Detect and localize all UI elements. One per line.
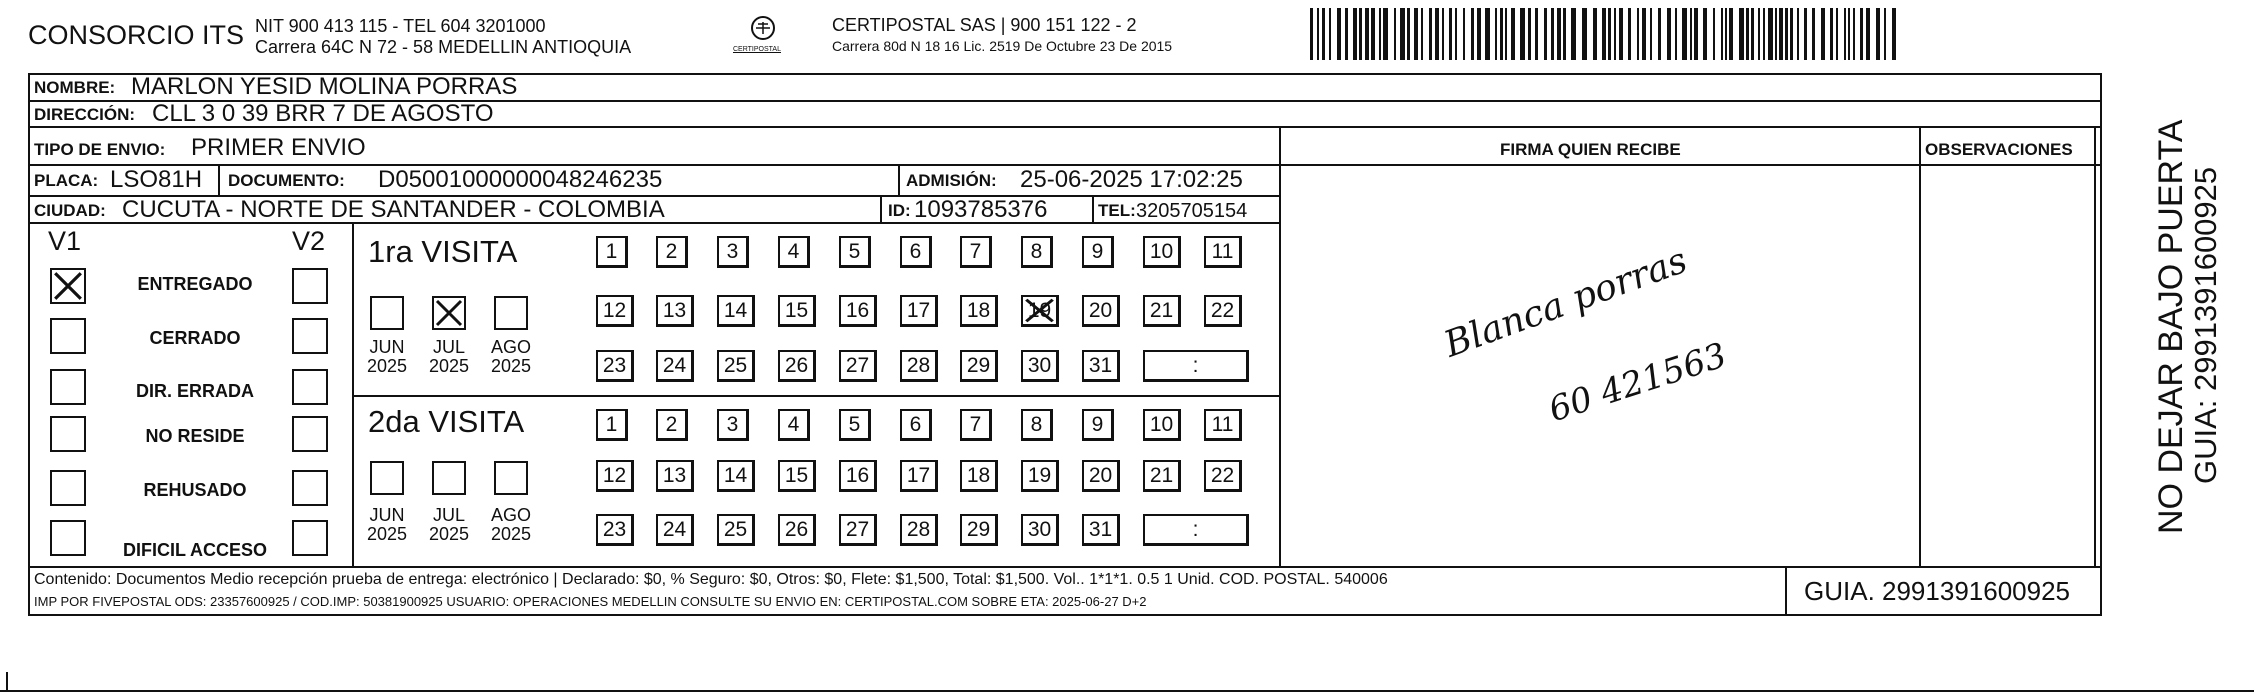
barcode-bar bbox=[1414, 8, 1418, 60]
barcode-bar bbox=[1739, 8, 1744, 60]
barcode-bar bbox=[1848, 8, 1850, 60]
status-label: NO RESIDE bbox=[145, 426, 245, 446]
time-box[interactable]: : bbox=[1143, 514, 1249, 546]
barcode-bar bbox=[1876, 8, 1880, 60]
tel-label: TEL: bbox=[1098, 201, 1136, 220]
barcode-bar bbox=[1642, 8, 1646, 60]
barcode-bar bbox=[1602, 8, 1606, 60]
barcode-bar bbox=[1797, 8, 1799, 60]
handwritten-signature bbox=[1420, 240, 1820, 470]
v2-header: V2 bbox=[292, 226, 326, 256]
day-box[interactable]: 22 bbox=[1204, 460, 1242, 492]
signature-id: 60 421563 bbox=[1544, 335, 1732, 431]
shipment-type: PRIMER ENVIO bbox=[191, 134, 366, 161]
v1-header: V1 bbox=[48, 226, 82, 256]
barcode-bar bbox=[1337, 8, 1341, 60]
day-box[interactable]: 10 bbox=[1143, 236, 1181, 268]
city-label: CIUDAD: bbox=[34, 201, 106, 220]
day-box[interactable]: 6 bbox=[900, 409, 932, 441]
barcode-bar bbox=[1520, 8, 1525, 60]
city-value: CUCUTA - NORTE DE SANTANDER - COLOMBIA bbox=[122, 196, 665, 223]
barcode-bar bbox=[1535, 8, 1538, 60]
barcode-bar bbox=[1853, 8, 1855, 60]
barcode-bar bbox=[1844, 8, 1846, 60]
day-box[interactable]: 5 bbox=[839, 236, 871, 268]
shipment-type-label: TIPO DE ENVIO: bbox=[34, 140, 166, 159]
barcode-bar bbox=[1667, 8, 1671, 60]
company-nit: NIT 900 413 115 - TEL 604 3201000 bbox=[255, 16, 546, 36]
day-box[interactable]: 30 bbox=[1021, 350, 1059, 382]
barcode-bar bbox=[1703, 8, 1707, 60]
barcode-bar bbox=[1394, 8, 1396, 60]
barcode-bar bbox=[1830, 8, 1833, 60]
day-box[interactable]: 18 bbox=[960, 460, 998, 492]
barcode-bar bbox=[1571, 8, 1576, 60]
day-box[interactable]: 19 bbox=[1021, 295, 1059, 327]
barcode-bar bbox=[1619, 8, 1623, 60]
day-box[interactable]: 16 bbox=[839, 295, 877, 327]
barcode-bar bbox=[1495, 8, 1497, 60]
day-box[interactable]: 15 bbox=[778, 460, 816, 492]
day-box[interactable]: 28 bbox=[900, 350, 938, 382]
barcode-bar bbox=[1551, 8, 1554, 60]
day-box[interactable]: 4 bbox=[778, 236, 810, 268]
first-visit-title: 1ra VISITA bbox=[368, 234, 518, 269]
day-box[interactable]: 26 bbox=[778, 350, 816, 382]
barcode-bar bbox=[1866, 8, 1870, 60]
barcode-bar bbox=[1477, 8, 1481, 60]
day-box[interactable]: 9 bbox=[1082, 236, 1114, 268]
cut-line bbox=[0, 690, 2254, 692]
day-box[interactable]: 18 bbox=[960, 295, 998, 327]
barcode-bar bbox=[1860, 8, 1863, 60]
barcode-bar bbox=[1442, 8, 1444, 60]
admission-label: ADMISIÓN: bbox=[906, 171, 997, 190]
id-label: ID: bbox=[888, 201, 911, 220]
barcode-bar bbox=[1650, 8, 1652, 60]
barcode-bar bbox=[1790, 8, 1793, 60]
barcode-bar bbox=[1758, 8, 1760, 60]
plate-value: LSO81H bbox=[110, 166, 203, 193]
month-label: JUL 2025 bbox=[428, 505, 470, 544]
month-label: JUL 2025 bbox=[428, 337, 470, 376]
barcode-bar bbox=[1729, 8, 1733, 60]
v1-checkbox[interactable] bbox=[50, 268, 86, 304]
barcode-bar bbox=[1637, 8, 1639, 60]
day-box[interactable]: 24 bbox=[656, 514, 694, 546]
barcode-bar bbox=[1884, 8, 1886, 60]
barcode-bar bbox=[1785, 8, 1788, 60]
barcode-bar bbox=[1779, 8, 1783, 60]
barcode-bar bbox=[1359, 8, 1362, 60]
month-checkbox[interactable] bbox=[432, 296, 466, 330]
v1-checkbox[interactable] bbox=[50, 369, 86, 405]
v2-checkbox[interactable] bbox=[292, 268, 328, 304]
barcode-bar bbox=[1775, 8, 1777, 60]
v2-checkbox[interactable] bbox=[292, 318, 328, 354]
barcode-bar bbox=[1836, 8, 1838, 60]
print-line: IMP POR FIVEPOSTAL ODS: 23357600925 / COD.IMP: 50381900925 USUARIO: OPERACIONES MEDELLIN CONSULTE SU ENVIO EN: CERTIPOSTAL.COM SOBRE ETA: 2025-06-27 D+2 bbox=[34, 594, 1147, 609]
barcode-bar bbox=[1675, 8, 1677, 60]
day-box[interactable]: 15 bbox=[778, 295, 816, 327]
name-label: NOMBRE: bbox=[34, 78, 116, 97]
day-box[interactable]: 17 bbox=[900, 295, 938, 327]
day-box[interactable]: 22 bbox=[1204, 295, 1242, 327]
barcode-bar bbox=[1400, 8, 1405, 60]
barcode-bar bbox=[1345, 8, 1348, 60]
document-value: D05001000000048246235 bbox=[378, 166, 663, 193]
barcode-bar bbox=[1471, 8, 1474, 60]
barcode-bar bbox=[1892, 8, 1896, 60]
barcode-bar bbox=[1505, 8, 1507, 60]
footer-guide: GUIA. 2991391600925 bbox=[1804, 576, 2070, 606]
day-box[interactable]: 28 bbox=[900, 514, 938, 546]
day-box[interactable]: 1 bbox=[596, 236, 628, 268]
day-box[interactable]: 24 bbox=[656, 350, 694, 382]
barcode-bar bbox=[1383, 8, 1388, 60]
v2-checkbox[interactable] bbox=[292, 470, 328, 506]
day-box[interactable]: 29 bbox=[960, 350, 998, 382]
day-box[interactable]: 6 bbox=[900, 236, 932, 268]
side-guide: GUIA: 2991391600925 bbox=[2188, 166, 2223, 484]
status-label: REHUSADO bbox=[143, 480, 247, 500]
signature-name: Blanca porras bbox=[1438, 240, 1693, 366]
barcode-bar bbox=[1455, 8, 1457, 60]
barcode-bar bbox=[1511, 8, 1515, 60]
status-label: CERRADO bbox=[149, 328, 241, 348]
barcode-bar bbox=[1804, 8, 1807, 60]
barcode-bar bbox=[1593, 8, 1597, 60]
barcode-bar bbox=[1544, 8, 1547, 60]
month-checkbox[interactable] bbox=[370, 296, 404, 330]
day-box[interactable]: 8 bbox=[1021, 236, 1053, 268]
barcode-bar bbox=[1751, 8, 1754, 60]
day-box[interactable]: 21 bbox=[1143, 295, 1181, 327]
signature-header: FIRMA QUIEN RECIBE bbox=[1500, 140, 1681, 159]
day-box[interactable]: 11 bbox=[1204, 236, 1242, 268]
status-label: DIFICIL ACCESO bbox=[122, 540, 267, 560]
barcode-bar bbox=[1365, 8, 1369, 60]
day-box[interactable]: 5 bbox=[839, 409, 871, 441]
barcode-bar bbox=[1563, 8, 1566, 60]
barcode-bar bbox=[1614, 8, 1616, 60]
day-box[interactable]: 31 bbox=[1082, 350, 1120, 382]
barcode-bar bbox=[1608, 8, 1611, 60]
admission-value: 25-06-2025 17:02:25 bbox=[1020, 166, 1243, 193]
day-box[interactable]: 21 bbox=[1143, 460, 1181, 492]
day-box[interactable]: 23 bbox=[596, 514, 634, 546]
month-checkbox[interactable] bbox=[494, 461, 528, 495]
barcode-bar bbox=[1557, 8, 1561, 60]
barcode-bar bbox=[1582, 8, 1587, 60]
day-box[interactable]: 2 bbox=[656, 236, 688, 268]
address-label: DIRECCIÓN: bbox=[34, 105, 136, 124]
logo-wordmark: CERTIPOSTAL bbox=[733, 46, 781, 53]
month-label: JUN 2025 bbox=[366, 337, 408, 376]
day-box[interactable]: 7 bbox=[960, 236, 992, 268]
day-box[interactable]: 17 bbox=[900, 460, 938, 492]
day-box[interactable]: 12 bbox=[596, 460, 634, 492]
barcode-bar bbox=[1371, 8, 1375, 60]
barcode-bar bbox=[1500, 8, 1503, 60]
barcode-bar bbox=[1721, 8, 1723, 60]
v1-checkbox[interactable] bbox=[50, 470, 86, 506]
certipostal-logo bbox=[728, 14, 798, 60]
day-box[interactable]: 27 bbox=[839, 350, 877, 382]
month-checkbox[interactable] bbox=[494, 296, 528, 330]
day-box[interactable]: 13 bbox=[656, 460, 694, 492]
document-label: DOCUMENTO: bbox=[228, 171, 345, 190]
day-box[interactable]: 1 bbox=[596, 409, 628, 441]
day-box[interactable]: 4 bbox=[778, 409, 810, 441]
v2-checkbox[interactable] bbox=[292, 416, 328, 452]
barcode-bar bbox=[1310, 8, 1313, 60]
carrier-name: CERTIPOSTAL SAS | 900 151 122 - 2 bbox=[832, 15, 1137, 35]
day-box[interactable]: 3 bbox=[717, 409, 749, 441]
barcode-bar bbox=[1329, 8, 1331, 60]
v1-checkbox[interactable] bbox=[50, 416, 86, 452]
barcode-bar bbox=[1421, 8, 1423, 60]
day-box[interactable]: 26 bbox=[778, 514, 816, 546]
barcode-bar bbox=[1322, 8, 1325, 60]
month-label: AGO 2025 bbox=[490, 505, 532, 544]
barcode-bar bbox=[1429, 8, 1432, 60]
barcode-bar bbox=[1317, 8, 1319, 60]
barcode-bar bbox=[1694, 8, 1698, 60]
barcode-bar bbox=[1725, 8, 1727, 60]
day-box[interactable]: 3 bbox=[717, 236, 749, 268]
tel-value: 3205705154 bbox=[1136, 200, 1248, 222]
day-box[interactable]: 16 bbox=[839, 460, 877, 492]
barcode bbox=[1310, 8, 1906, 60]
barcode-bar bbox=[1690, 8, 1692, 60]
barcode-bar bbox=[1407, 8, 1410, 60]
month-label: AGO 2025 bbox=[490, 337, 532, 376]
day-box[interactable]: 20 bbox=[1082, 460, 1120, 492]
plate-label: PLACA: bbox=[34, 171, 99, 190]
day-box[interactable]: 2 bbox=[656, 409, 688, 441]
v1-checkbox[interactable] bbox=[50, 318, 86, 354]
barcode-bar bbox=[1528, 8, 1531, 60]
day-box[interactable]: 20 bbox=[1082, 295, 1120, 327]
barcode-bar bbox=[1353, 8, 1357, 60]
day-box[interactable]: 30 bbox=[1021, 514, 1059, 546]
barcode-bar bbox=[1768, 8, 1773, 60]
day-box[interactable]: 8 bbox=[1021, 409, 1053, 441]
day-box[interactable]: 14 bbox=[717, 295, 755, 327]
day-box[interactable]: 23 bbox=[596, 350, 634, 382]
content-line: Contenido: Documentos Medio recepción prueba de entrega: electrónico | Declarado: $0, % Seguro: $0, Otros: $0, Flete: $1,500, Total: $1,500. Vol.. 1*1*1. 0.5 1 Unid. COD. POSTAL. 540006 bbox=[34, 571, 1388, 588]
status-label: ENTREGADO bbox=[137, 274, 253, 294]
company-name: CONSORCIO ITS bbox=[28, 20, 245, 50]
barcode-bar bbox=[1485, 8, 1490, 60]
month-checkbox[interactable] bbox=[370, 461, 404, 495]
day-box[interactable]: 25 bbox=[717, 514, 755, 546]
day-box[interactable]: 31 bbox=[1082, 514, 1120, 546]
month-label: JUN 2025 bbox=[366, 505, 408, 544]
company-address: Carrera 64C N 72 - 58 MEDELLIN ANTIOQUIA bbox=[255, 37, 632, 57]
v2-checkbox[interactable] bbox=[292, 369, 328, 405]
recipient-address: CLL 3 0 39 BRR 7 DE AGOSTO bbox=[152, 100, 494, 127]
barcode-bar bbox=[1682, 8, 1687, 60]
v1-checkbox[interactable] bbox=[50, 520, 86, 556]
v2-checkbox[interactable] bbox=[292, 520, 328, 556]
barcode-bar bbox=[1821, 8, 1825, 60]
status-label: DIR. ERRADA bbox=[135, 381, 254, 401]
day-box[interactable]: 29 bbox=[960, 514, 998, 546]
day-box[interactable]: 11 bbox=[1204, 409, 1242, 441]
barcode-bar bbox=[1658, 8, 1661, 60]
time-box[interactable]: : bbox=[1143, 350, 1249, 382]
second-visit-title: 2da VISITA bbox=[368, 404, 525, 439]
observations-header: OBSERVACIONES bbox=[1925, 140, 2073, 159]
barcode-bar bbox=[1463, 8, 1465, 60]
id-value: 1093785376 bbox=[914, 196, 1048, 223]
barcode-bar bbox=[1449, 8, 1452, 60]
barcode-bar bbox=[1713, 8, 1715, 60]
day-box[interactable]: 19 bbox=[1021, 460, 1059, 492]
barcode-bar bbox=[1628, 8, 1631, 60]
barcode-bar bbox=[1746, 8, 1749, 60]
carrier-license: Carrera 80d N 18 16 Lic. 2519 De Octubre 23 De 2015 bbox=[832, 38, 1173, 54]
barcode-bar bbox=[1763, 8, 1765, 60]
side-instruction: NO DEJAR BAJO PUERTA bbox=[2152, 119, 2190, 534]
day-box[interactable]: 27 bbox=[839, 514, 877, 546]
day-box[interactable]: 25 bbox=[717, 350, 755, 382]
barcode-bar bbox=[1812, 8, 1815, 60]
day-box[interactable]: 14 bbox=[717, 460, 755, 492]
day-box[interactable]: 9 bbox=[1082, 409, 1114, 441]
day-box[interactable]: 12 bbox=[596, 295, 634, 327]
month-checkbox[interactable] bbox=[432, 461, 466, 495]
recipient-name: MARLON YESID MOLINA PORRAS bbox=[131, 73, 518, 100]
barcode-bar bbox=[1435, 8, 1439, 60]
day-box[interactable]: 13 bbox=[656, 295, 694, 327]
barcode-bar bbox=[1379, 8, 1381, 60]
day-box[interactable]: 10 bbox=[1143, 409, 1181, 441]
day-box[interactable]: 7 bbox=[960, 409, 992, 441]
